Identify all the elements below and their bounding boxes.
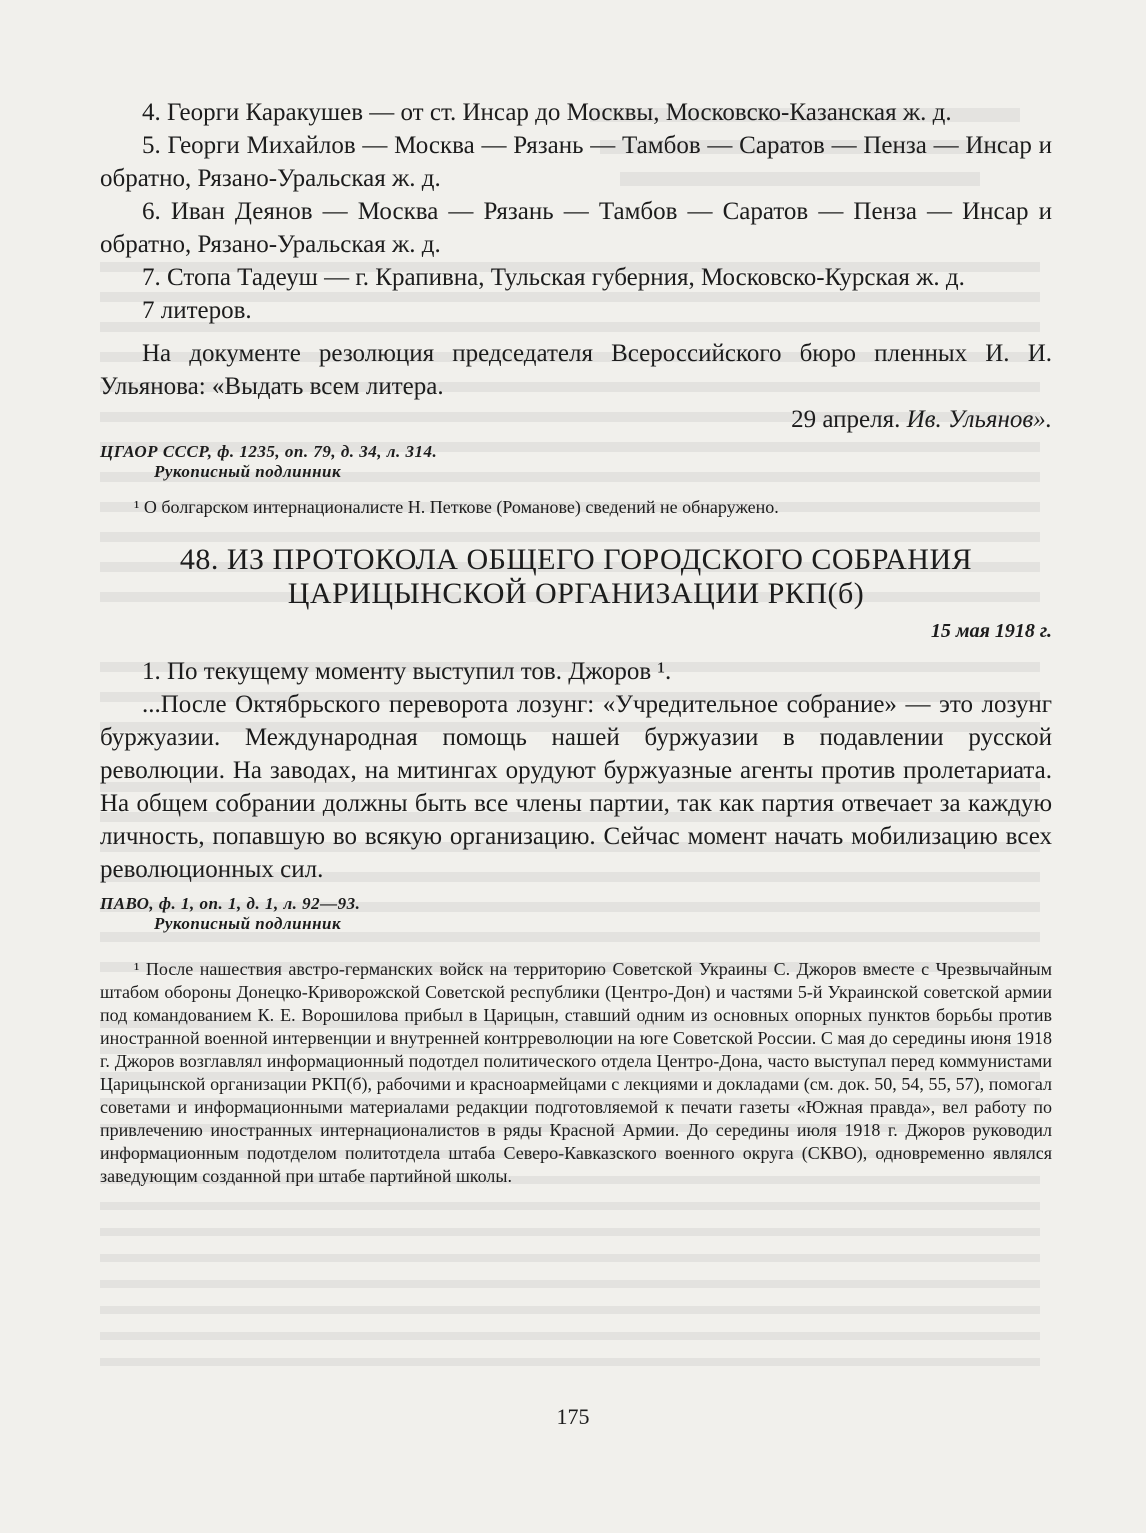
heading-line: 48. ИЗ ПРОТОКОЛА ОБЩЕГО ГОРОДСКОГО СОБРАНИЯ: [179, 543, 973, 576]
archive-ref: ЦГАОР СССР, ф. 1235, оп. 79, д. 34, л. 314.: [100, 442, 438, 461]
footnote: ¹ О болгарском интернационалисте Н. Петкове (Романове) сведений не обнаружено.: [134, 497, 779, 517]
document-date: 15 мая 1918 г.: [930, 620, 1052, 642]
list-item: 7. Стопа Тадеуш — г. Крапивна, Тульская губерния, Московско-Курская ж. д.: [142, 264, 965, 291]
archive-note: Рукописный подлинник: [154, 914, 342, 933]
archive-ref: ПАВО, ф. 1, оп. 1, д. 1, л. 92—93.: [100, 894, 361, 913]
resolution-date: 29 апреля.: [791, 406, 901, 433]
heading-line: ЦАРИЦЫНСКОЙ ОРГАНИЗАЦИИ РКП(б): [287, 577, 865, 610]
archive-note: Рукописный подлинник: [154, 462, 342, 481]
page-content: [100, 96, 1052, 1188]
resolution-text: На документе резолюция председателя Всероссийского бюро пленных И. И. Ульянова: «Выдать всем литера.: [100, 340, 1052, 400]
footnote: ¹ После нашествия австро-германских войск на территорию Советской Украины С. Джоров вместе с Чрезвычайным штабом обороны Донецко-Криворожской Советской республики (Центро-Дон) и частями 5-й Украинской советской армии под командованием К. Е. Ворошилова прибыл в Царицын, ставший одним из основных опорных пунктов борьбы против иностранной военной интервенции и внутренней контрреволюции на юге Советской России. С мая до середины июня 1918 г. Джоров возглавлял информационный подотдел политического отдела Центро-Дона, часто выступал перед коммунистами Царицынской организации РКП(б), рабочими и красноармейцами с лекциями и докладами (см. док. 50, 54, 55, 57), помогал советами и информационными материалами редакции подготовляемой к печати газеты «Южная правда», вел работу по привлечению иностранных интернационалистов в ряды Красной Армии. До середины июля 1918 г. Джоров руководил информационным подотделом политотдела штаба Северо-Кавказского военного округа (СКВО), одновременно являлся заведующим созданной при штабе партийной школы.: [100, 959, 1052, 1186]
list-item: 4. Георги Каракушев — от ст. Инсар до Москвы, Московско-Казанская ж. д.: [142, 99, 952, 126]
archive-reference: [100, 442, 1052, 482]
archive-reference: [100, 894, 1052, 934]
body-paragraph: 1. По текущему моменту выступил тов. Джоров ¹.: [142, 658, 672, 685]
list-item: 7 литеров.: [142, 297, 252, 324]
list-item: 6. Иван Деянов — Москва — Рязань — Тамбов — Саратов — Пенза — Инсар и обратно, Рязано-Уральская ж. д.: [100, 198, 1052, 258]
resolution-signature: [100, 403, 1052, 436]
passenger-list: [100, 96, 1052, 327]
resolution-signer: Ив. Ульянов».: [906, 406, 1052, 433]
list-item: 5. Георги Михайлов — Москва — Рязань — Тамбов — Саратов — Пенза — Инсар и обратно, Рязано-Уральская ж. д.: [100, 132, 1052, 192]
page-number: 175: [556, 1404, 590, 1429]
body-paragraph: ...После Октябрьского переворота лозунг: «Учредительное собрание» — это лозунг буржуазии. Международная помощь нашей буржуазии в подавлении русской революции. На заводах, на митингах орудуют буржуазные агенты против пролетариата. На общем собрании должны быть все члены партии, так как партия отвечает за каждую личность, попавшую во всякую организацию. Сейчас момент начать мобилизацию всех революционных сил.: [100, 691, 1052, 883]
document-heading: [100, 543, 1052, 611]
